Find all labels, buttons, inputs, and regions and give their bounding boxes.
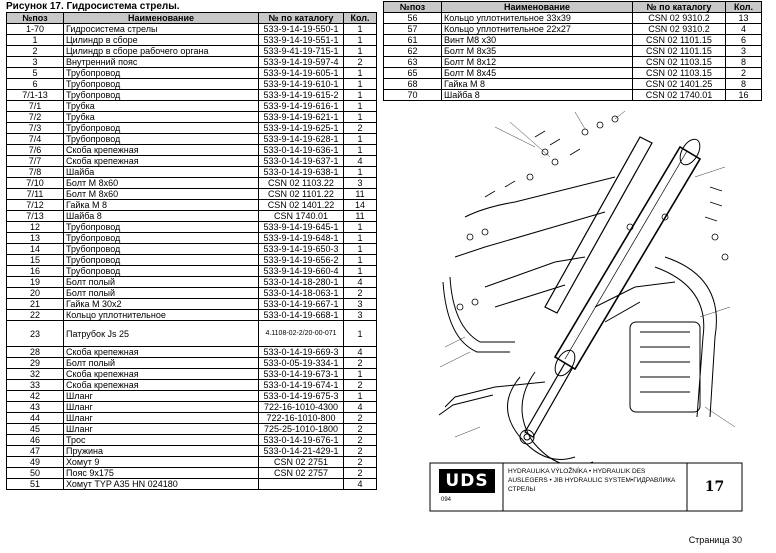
row-name: Кольцо уплотнительное 22x27 xyxy=(442,24,633,35)
page-number: Страница 30 xyxy=(688,535,742,545)
table-row xyxy=(7,299,377,310)
table-row xyxy=(7,189,377,200)
row-qty: 2 xyxy=(726,68,762,79)
row-pos: 20 xyxy=(7,288,64,299)
table-row xyxy=(7,79,377,90)
caption-line-2: AUSLEGERS • JIB HYDRAULIC SYSTEM•ГИДРАВЛИКА xyxy=(508,477,676,484)
table-row xyxy=(7,435,377,446)
table-row xyxy=(7,35,377,46)
row-catalog: CSN 02 2757 xyxy=(259,468,344,479)
table-row xyxy=(7,24,377,35)
row-name: Трубка xyxy=(64,112,259,123)
row-name: Трубопровод xyxy=(64,266,259,277)
row-name: Скоба крепежная xyxy=(64,369,259,380)
row-pos: 7/12 xyxy=(7,200,64,211)
table-row xyxy=(7,266,377,277)
caption-line-1: HYDRAULIKA VÝLOŽNÍKA • HYDRAULIK DES xyxy=(508,468,646,475)
row-pos: 7/2 xyxy=(7,112,64,123)
table-row xyxy=(7,211,377,222)
figure-title: Рисунок 17. Гидросистема стрелы. xyxy=(6,1,180,12)
table-row xyxy=(384,57,762,68)
row-catalog: 533-0-14-19-637-1 xyxy=(259,156,344,167)
row-qty: 14 xyxy=(344,200,377,211)
row-qty: 2 xyxy=(344,358,377,369)
row-pos: 49 xyxy=(7,457,64,468)
row-qty: 1 xyxy=(344,255,377,266)
row-name: Шланг xyxy=(64,424,259,435)
row-pos: 7/13 xyxy=(7,211,64,222)
table-header-row xyxy=(384,2,762,13)
row-catalog: 533-9-14-19-551-1 xyxy=(259,35,344,46)
row-catalog xyxy=(259,479,344,490)
row-qty: 1 xyxy=(344,24,377,35)
row-name: Скоба крепежная xyxy=(64,156,259,167)
header-name: Наименование xyxy=(64,13,259,24)
row-qty: 1 xyxy=(344,68,377,79)
row-catalog: 533-0-05-19-334-1 xyxy=(259,358,344,369)
header-qty: Кол. xyxy=(726,2,762,13)
row-pos: 21 xyxy=(7,299,64,310)
table-row xyxy=(7,134,377,145)
row-name: Болт М 8x60 xyxy=(64,189,259,200)
row-pos: 63 xyxy=(384,57,442,68)
row-catalog: CSN 02 1103.15 xyxy=(633,68,726,79)
row-name: Трубопровод xyxy=(64,90,259,101)
table-row xyxy=(7,457,377,468)
row-catalog: 533-0-14-19-675-3 xyxy=(259,391,344,402)
row-catalog: 725-25-1010-1800 xyxy=(259,424,344,435)
row-pos: 2 xyxy=(7,46,64,57)
row-catalog: CSN 02 1103.15 xyxy=(633,57,726,68)
row-catalog: CSN 1740.01 xyxy=(259,211,344,222)
table-row xyxy=(7,233,377,244)
row-qty: 13 xyxy=(726,13,762,24)
row-pos: 7/7 xyxy=(7,156,64,167)
row-catalog: 533-9-14-19-645-1 xyxy=(259,222,344,233)
row-qty: 1 xyxy=(344,134,377,145)
row-catalog: CSN 02 1740.01 xyxy=(633,90,726,101)
row-name: Трубопровод xyxy=(64,123,259,134)
row-pos: 50 xyxy=(7,468,64,479)
row-catalog: 533-9-14-19-625-1 xyxy=(259,123,344,134)
table-row xyxy=(384,79,762,90)
row-qty: 1 xyxy=(344,167,377,178)
row-catalog: 4.1108-02-2/20-00-071 xyxy=(259,321,344,347)
row-qty: 2 xyxy=(344,57,377,68)
row-catalog: CSN 02 1401.25 xyxy=(633,79,726,90)
row-qty: 3 xyxy=(344,178,377,189)
row-name: Болт полый xyxy=(64,358,259,369)
header-name: Наименование xyxy=(442,2,633,13)
row-name: Скоба крепежная xyxy=(64,380,259,391)
row-qty: 8 xyxy=(726,79,762,90)
header-qty: Кол. xyxy=(344,13,377,24)
row-pos: 15 xyxy=(7,255,64,266)
table-row xyxy=(7,288,377,299)
row-name: Шайба xyxy=(64,167,259,178)
row-catalog: CSN 02 2751 xyxy=(259,457,344,468)
row-name: Пружина xyxy=(64,446,259,457)
row-pos: 16 xyxy=(7,266,64,277)
table-row xyxy=(7,167,377,178)
row-catalog: 533-0-14-19-669-3 xyxy=(259,347,344,358)
row-pos: 32 xyxy=(7,369,64,380)
row-pos: 65 xyxy=(384,68,442,79)
row-pos: 45 xyxy=(7,424,64,435)
table-row xyxy=(384,24,762,35)
row-qty: 1 xyxy=(344,391,377,402)
table-row xyxy=(7,391,377,402)
row-qty: 4 xyxy=(344,277,377,288)
row-name: Кольцо уплотнительное 33x39 xyxy=(442,13,633,24)
row-name: Цилиндр в сборе рабочего органа xyxy=(64,46,259,57)
row-qty: 4 xyxy=(344,156,377,167)
row-qty: 3 xyxy=(344,310,377,321)
row-name: Трубопровод xyxy=(64,68,259,79)
row-qty: 1 xyxy=(344,112,377,123)
row-name: Гайка М 8 xyxy=(64,200,259,211)
row-pos: 56 xyxy=(384,13,442,24)
row-catalog: 722-16-1010-800 xyxy=(259,413,344,424)
row-name: Хомут 9 xyxy=(64,457,259,468)
row-qty: 1 xyxy=(344,244,377,255)
row-pos: 1 xyxy=(7,35,64,46)
row-catalog: 533-9-41-19-715-1 xyxy=(259,46,344,57)
row-pos: 57 xyxy=(384,24,442,35)
table-row xyxy=(384,90,762,101)
row-catalog: 533-9-14-19-610-1 xyxy=(259,79,344,90)
row-catalog: 533-0-14-19-673-1 xyxy=(259,369,344,380)
figure-number: 17 xyxy=(704,479,725,495)
row-pos: 7/4 xyxy=(7,134,64,145)
row-name: Болт M 8x35 xyxy=(442,46,633,57)
row-pos: 14 xyxy=(7,244,64,255)
row-catalog: 533-0-14-19-638-1 xyxy=(259,167,344,178)
table-row xyxy=(7,244,377,255)
row-pos: 6 xyxy=(7,79,64,90)
row-name: Гайка М 30x2 xyxy=(64,299,259,310)
row-qty: 4 xyxy=(344,347,377,358)
row-qty: 3 xyxy=(726,46,762,57)
row-pos: 13 xyxy=(7,233,64,244)
row-qty: 2 xyxy=(344,435,377,446)
row-name: Кольцо уплотнительное xyxy=(64,310,259,321)
row-catalog: 533-9-14-19-656-2 xyxy=(259,255,344,266)
row-name: Патрубок Js 25 xyxy=(64,321,259,347)
table-row xyxy=(7,310,377,321)
table-row xyxy=(7,321,377,347)
row-name: Трос xyxy=(64,435,259,446)
table-row xyxy=(7,156,377,167)
uds-logo: UDS xyxy=(445,471,489,491)
row-catalog: 533-0-14-19-636-1 xyxy=(259,145,344,156)
row-qty: 1 xyxy=(344,35,377,46)
row-pos: 1-70 xyxy=(7,24,64,35)
row-catalog: 533-9-14-19-605-1 xyxy=(259,68,344,79)
row-name: Шайба 8 xyxy=(442,90,633,101)
row-qty: 2 xyxy=(344,123,377,134)
row-pos: 47 xyxy=(7,446,64,457)
row-pos: 43 xyxy=(7,402,64,413)
row-pos: 70 xyxy=(384,90,442,101)
table-row xyxy=(384,13,762,24)
row-qty: 4 xyxy=(344,402,377,413)
row-name: Шланг xyxy=(64,413,259,424)
row-qty: 2 xyxy=(344,468,377,479)
row-catalog: 722-16-1010-4300 xyxy=(259,402,344,413)
row-catalog: CSN 02 1101.22 xyxy=(259,189,344,200)
table-row xyxy=(7,413,377,424)
row-qty: 3 xyxy=(344,299,377,310)
row-qty: 11 xyxy=(344,211,377,222)
caption-line-3: СТРЕЛЫ xyxy=(508,486,536,493)
row-name: Гидросистема стрелы xyxy=(64,24,259,35)
row-catalog: 533-0-14-18-280-1 xyxy=(259,277,344,288)
table-row xyxy=(7,479,377,490)
row-name: Хомут TYP A35 HN 024180 xyxy=(64,479,259,490)
row-pos: 28 xyxy=(7,347,64,358)
row-pos: 7/8 xyxy=(7,167,64,178)
header-catalog: № по каталогу xyxy=(259,13,344,24)
table-row xyxy=(7,380,377,391)
row-qty: 1 xyxy=(344,266,377,277)
row-catalog: 533-9-14-19-615-2 xyxy=(259,90,344,101)
row-name: Трубопровод xyxy=(64,255,259,266)
row-catalog: CSN 02 1103.22 xyxy=(259,178,344,189)
row-name: Гайка M 8 xyxy=(442,79,633,90)
row-catalog: CSN 02 9310.2 xyxy=(633,13,726,24)
table-row xyxy=(7,57,377,68)
row-name: Скоба крепежная xyxy=(64,145,259,156)
table-row xyxy=(7,424,377,435)
row-name: Винт M8 x30 xyxy=(442,35,633,46)
row-pos: 7/1-13 xyxy=(7,90,64,101)
row-name: Пояс 9x175 xyxy=(64,468,259,479)
left-parts-table xyxy=(6,12,377,490)
row-pos: 61 xyxy=(384,35,442,46)
row-qty: 1 xyxy=(344,369,377,380)
row-pos: 22 xyxy=(7,310,64,321)
row-pos: 44 xyxy=(7,413,64,424)
row-pos: 62 xyxy=(384,46,442,57)
right-parts-table xyxy=(383,1,762,101)
row-qty: 2 xyxy=(344,413,377,424)
row-name: Болт М 8x60 xyxy=(64,178,259,189)
row-qty: 2 xyxy=(344,446,377,457)
table-row xyxy=(7,145,377,156)
row-name: Шланг xyxy=(64,402,259,413)
row-qty: 2 xyxy=(344,457,377,468)
table-row xyxy=(7,468,377,479)
row-name: Трубопровод xyxy=(64,244,259,255)
row-name: Трубопровод xyxy=(64,134,259,145)
row-name: Трубка xyxy=(64,101,259,112)
row-catalog: 533-9-14-19-628-1 xyxy=(259,134,344,145)
row-pos: 46 xyxy=(7,435,64,446)
row-catalog: 533-9-14-19-550-1 xyxy=(259,24,344,35)
row-pos: 3 xyxy=(7,57,64,68)
row-pos: 42 xyxy=(7,391,64,402)
table-row xyxy=(7,178,377,189)
row-qty: 2 xyxy=(344,288,377,299)
row-qty: 2 xyxy=(344,424,377,435)
table-row xyxy=(7,123,377,134)
row-qty: 6 xyxy=(726,35,762,46)
row-name: Болт полый xyxy=(64,288,259,299)
row-name: Шланг xyxy=(64,391,259,402)
row-name: Болт полый xyxy=(64,277,259,288)
row-pos: 19 xyxy=(7,277,64,288)
table-row xyxy=(7,112,377,123)
header-pos: №поз xyxy=(384,2,442,13)
row-catalog: 533-0-14-18-063-1 xyxy=(259,288,344,299)
row-pos: 51 xyxy=(7,479,64,490)
row-catalog: CSN 02 1401.22 xyxy=(259,200,344,211)
row-catalog: 533-0-14-21-429-1 xyxy=(259,446,344,457)
row-pos: 7/6 xyxy=(7,145,64,156)
exploded-diagram xyxy=(425,107,745,515)
row-catalog: 533-0-14-19-674-1 xyxy=(259,380,344,391)
row-qty: 1 xyxy=(344,222,377,233)
row-name: Трубопровод xyxy=(64,222,259,233)
row-catalog: 533-9-14-19-621-1 xyxy=(259,112,344,123)
table-row xyxy=(7,222,377,233)
row-pos: 12 xyxy=(7,222,64,233)
hydraulic-drawing xyxy=(425,107,745,515)
row-pos: 29 xyxy=(7,358,64,369)
row-pos: 5 xyxy=(7,68,64,79)
row-catalog: 533-9-14-19-616-1 xyxy=(259,101,344,112)
row-name: Скоба крепежная xyxy=(64,347,259,358)
row-pos: 7/3 xyxy=(7,123,64,134)
row-pos: 7/11 xyxy=(7,189,64,200)
row-name: Трубопровод xyxy=(64,233,259,244)
row-qty: 1 xyxy=(344,233,377,244)
header-catalog: № по каталогу xyxy=(633,2,726,13)
row-qty: 1 xyxy=(344,90,377,101)
table-row xyxy=(7,68,377,79)
row-qty: 11 xyxy=(344,189,377,200)
table-row xyxy=(7,446,377,457)
row-qty: 8 xyxy=(726,57,762,68)
row-pos: 68 xyxy=(384,79,442,90)
row-name: Цилиндр в сборе xyxy=(64,35,259,46)
row-qty: 4 xyxy=(726,24,762,35)
row-name: Шайба 8 xyxy=(64,211,259,222)
row-qty: 1 xyxy=(344,46,377,57)
table-row xyxy=(7,277,377,288)
table-row xyxy=(7,369,377,380)
row-pos: 33 xyxy=(7,380,64,391)
table-row xyxy=(7,200,377,211)
row-catalog: 533-9-14-19-650-3 xyxy=(259,244,344,255)
row-name: Болт M 8x12 xyxy=(442,57,633,68)
row-pos: 7/10 xyxy=(7,178,64,189)
row-qty: 1 xyxy=(344,101,377,112)
row-qty: 1 xyxy=(344,79,377,90)
row-name: Болт M 8x45 xyxy=(442,68,633,79)
table-header-row xyxy=(7,13,377,24)
row-catalog: 533-9-14-19-597-4 xyxy=(259,57,344,68)
table-row xyxy=(7,46,377,57)
row-qty: 4 xyxy=(344,479,377,490)
small-code: 094 xyxy=(441,497,452,503)
row-catalog: 533-9-14-19-660-4 xyxy=(259,266,344,277)
header-pos: №поз xyxy=(7,13,64,24)
table-row xyxy=(7,402,377,413)
table-row xyxy=(7,358,377,369)
row-qty: 16 xyxy=(726,90,762,101)
table-row xyxy=(7,255,377,266)
table-row xyxy=(384,35,762,46)
row-catalog: 533-0-14-19-667-1 xyxy=(259,299,344,310)
row-catalog: 533-0-14-19-668-1 xyxy=(259,310,344,321)
row-qty: 1 xyxy=(344,321,377,347)
row-qty: 1 xyxy=(344,145,377,156)
row-catalog: CSN 02 1101.15 xyxy=(633,35,726,46)
table-row xyxy=(7,347,377,358)
row-catalog: CSN 02 1101.15 xyxy=(633,46,726,57)
table-row xyxy=(7,101,377,112)
row-name: Внутренний пояс xyxy=(64,57,259,68)
row-name: Трубопровод xyxy=(64,79,259,90)
row-qty: 2 xyxy=(344,380,377,391)
row-pos: 7/1 xyxy=(7,101,64,112)
table-row xyxy=(384,68,762,79)
row-catalog: 533-0-14-19-676-1 xyxy=(259,435,344,446)
table-row xyxy=(7,90,377,101)
row-pos: 23 xyxy=(7,321,64,347)
table-row xyxy=(384,46,762,57)
row-catalog: 533-9-14-19-648-1 xyxy=(259,233,344,244)
row-catalog: CSN 02 9310.2 xyxy=(633,24,726,35)
